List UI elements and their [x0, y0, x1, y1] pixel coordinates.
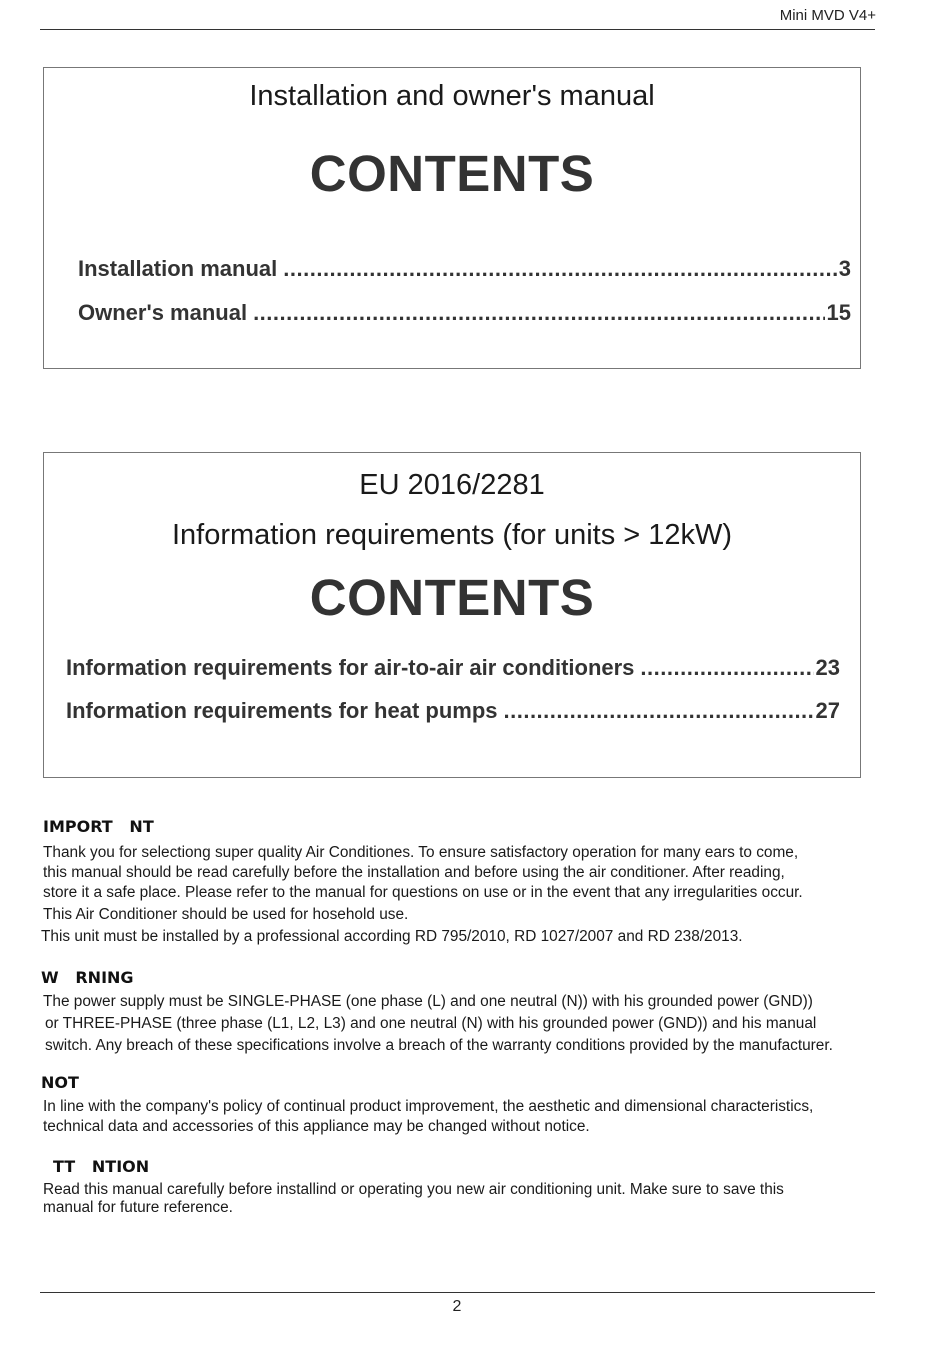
warning-line: or THREE-PHASE (three phase (L1, L2, L3) and one neutral (N) with his grounded power (GND)) and his manual: [45, 1015, 817, 1032]
warning-line: switch. Any breach of these specifications involve a breach of the warranty conditions provided by the manufacturer.: [45, 1037, 833, 1054]
toc-entry-page: 23: [815, 655, 840, 680]
warning-heading: W RNING: [41, 968, 134, 987]
box-subtitle: Installation and owner's manual: [249, 80, 655, 112]
toc-entry-page: 27: [815, 698, 840, 723]
toc-leader-dots: [640, 655, 813, 681]
footer-rule: [40, 1292, 875, 1293]
important-line: This unit must be installed by a professional according RD 795/2010, RD 1027/2007 and RD 238/2013.: [41, 928, 743, 945]
note-line: In line with the company's policy of continual product improvement, the aesthetic and dimensional characteristics,: [43, 1098, 814, 1115]
note-heading: NOT: [41, 1073, 79, 1092]
warning-line: The power supply must be SINGLE-PHASE (one phase (L) and one neutral (N)) with his grounded power (GND)): [43, 993, 813, 1010]
box-subtitle: Information requirements (for units > 12kW): [171, 519, 733, 551]
toc-entry[interactable]: [66, 698, 840, 724]
toc-entry-page: 3: [838, 256, 851, 281]
toc-entry-label: Information requirements for air-to-air air conditioners: [66, 655, 635, 680]
contents-box-eu: [43, 452, 861, 778]
contents-title: CONTENTS: [309, 569, 595, 626]
contents-box-manual: [43, 67, 861, 369]
contents-title: CONTENTS: [309, 145, 595, 202]
important-line: store it a safe place. Please refer to the manual for questions on use or in the event that any irregularities occur.: [43, 884, 803, 901]
attention-heading: TT NTION: [53, 1157, 150, 1176]
important-line: This Air Conditioner should be used for hosehold use.: [43, 906, 409, 923]
toc-entry-page: 15: [826, 300, 851, 325]
header-model: Mini MVD V4+: [779, 7, 876, 24]
toc-leader-dots: [283, 256, 836, 282]
regulation-title: EU 2016/2281: [359, 469, 545, 501]
attention-line: manual for future reference.: [43, 1199, 233, 1216]
toc-entry[interactable]: [78, 256, 851, 282]
note-line: technical data and accessories of this appliance may be changed without notice.: [43, 1118, 590, 1135]
important-line: Thank you for selectiong super quality Air Conditiones. To ensure satisfactory operation for many ears to come,: [43, 844, 799, 861]
toc-entry-label: Installation manual: [78, 256, 278, 281]
attention-line: Read this manual carefully before installind or operating you new air conditioning unit. Make sure to save this: [43, 1181, 784, 1198]
toc-entry[interactable]: [66, 655, 840, 681]
important-heading: IMPORT NT: [43, 817, 154, 836]
toc-entry-label: Owner's manual: [78, 300, 248, 325]
important-line: this manual should be read carefully before the installation and before using the air conditioner. After reading,: [43, 864, 785, 881]
toc-entry-label: Information requirements for heat pumps: [66, 698, 498, 723]
page-number: 2: [452, 1298, 462, 1315]
header-rule: [40, 29, 875, 30]
toc-leader-dots: [504, 698, 814, 724]
toc-leader-dots: [253, 300, 824, 326]
toc-entry[interactable]: [78, 300, 851, 326]
